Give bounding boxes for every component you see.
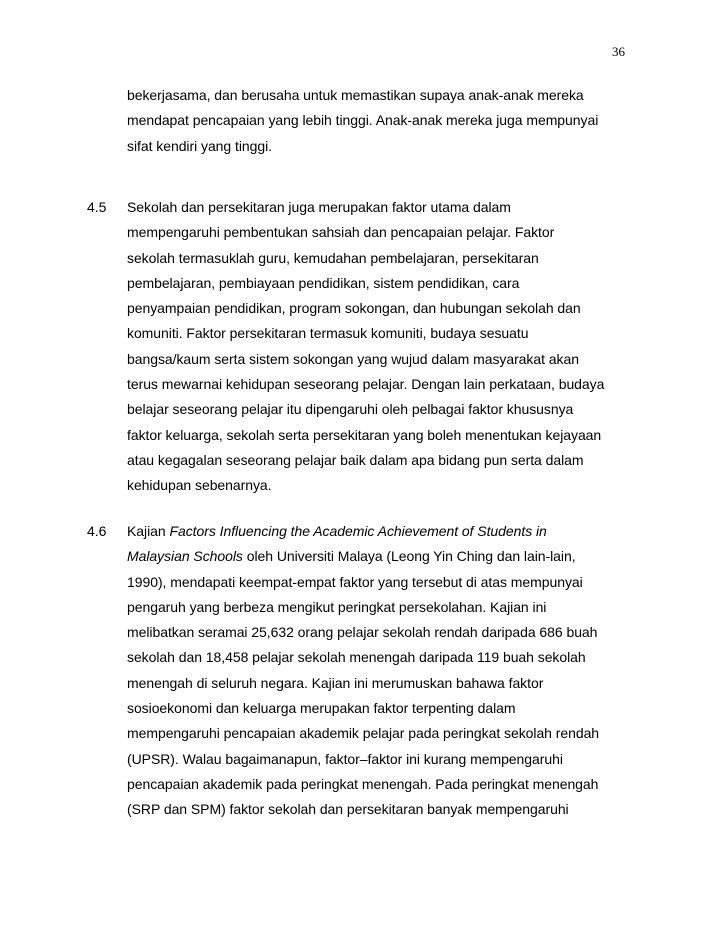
- text-line: belajar seseorang pelajar itu dipengaruhi oleh pelbagai faktor khususnya: [127, 401, 574, 418]
- text-line: Sekolah dan persekitaran juga merupakan faktor utama dalam: [127, 199, 511, 215]
- text-line: komuniti. Faktor persekitaran termasuk komuniti, budaya sesuatu: [127, 325, 529, 342]
- study-title-italic: Factors Influencing the Academic Achievement of Students in: [169, 523, 547, 539]
- text-line: sosioekonomi dan keluarga merupakan faktor terpenting dalam: [127, 700, 516, 717]
- text-run: Kajian: [127, 523, 170, 539]
- text-line: (UPSR). Walau bagaimanapun, faktor–faktor ini kurang mempengaruhi: [127, 750, 563, 767]
- text-line: mempengaruhi pencapaian akademik pelajar pada peringkat sekolah rendah: [127, 725, 600, 742]
- text-line: pembelajaran, pembiayaan pendidikan, sistem pendidikan, cara: [127, 274, 520, 291]
- text-line: [127, 519, 627, 544]
- text-line: mendapat pencapaian yang lebih tinggi. Anak-anak mereka juga mempunyai: [127, 112, 599, 129]
- text-line: melibatkan seramai 25,632 orang pelajar sekolah rendah daripada 686 buah: [127, 624, 598, 641]
- text-line: sifat kendiri yang tinggi.: [127, 137, 273, 154]
- text-line: menengah di seluruh negara. Kajian ini merumuskan bahawa faktor: [127, 674, 544, 691]
- text-line: pencapaian akademik pada peringkat menengah. Pada peringkat menengah: [127, 775, 599, 792]
- paragraph-number: 4.5: [87, 199, 107, 215]
- text-line: bekerjasama, dan berusaha untuk memastikan supaya anak-anak mereka: [127, 87, 584, 103]
- text-line: [127, 544, 627, 569]
- text-line: terus mewarnai kehidupan seseorang pelajar. Dengan lain perkataan, budaya: [127, 376, 605, 393]
- text-line: kehidupan sebenarnya.: [127, 477, 272, 494]
- text-line: mempengaruhi pembentukan sahsiah dan pencapaian pelajar. Faktor: [127, 224, 555, 241]
- text-line: penyampaian pendidikan, program sokongan, dan hubungan sekolah dan: [127, 300, 581, 317]
- text-line: sekolah termasuklah guru, kemudahan pembelajaran, persekitaran: [127, 249, 539, 266]
- text-line: pengaruh yang berbeza mengikut peringkat persekolahan. Kajian ini: [127, 598, 547, 615]
- text-line: 1990), mendapati keempat-empat faktor yang tersebut di atas mempunyai: [127, 573, 583, 590]
- text-line: (SRP dan SPM) faktor sekolah dan persekitaran banyak mempengaruhi: [127, 801, 569, 818]
- text-line: faktor keluarga, sekolah serta persekitaran yang boleh menentukan kejayaan: [127, 426, 602, 443]
- text-run: oleh Universiti Malaya (Leong Yin Ching dan lain-lain,: [242, 548, 576, 565]
- paragraph-body: [127, 195, 627, 499]
- page-number: 36: [612, 44, 625, 59]
- text-line: bangsa/kaum serta sistem sokongan yang wujud dalam masyarakat akan: [127, 350, 579, 367]
- text-line: sekolah dan 18,458 pelajar sekolah menengah daripada 119 buah sekolah: [127, 649, 586, 666]
- text-line: atau kegagalan seseorang pelajar baik dalam apa bidang pun serta dalam: [127, 451, 584, 468]
- paragraph-body: [127, 83, 627, 159]
- paragraph-number: 4.6: [87, 523, 107, 539]
- paragraph-body: [127, 519, 627, 823]
- study-title-italic: Malaysian Schools: [127, 548, 243, 565]
